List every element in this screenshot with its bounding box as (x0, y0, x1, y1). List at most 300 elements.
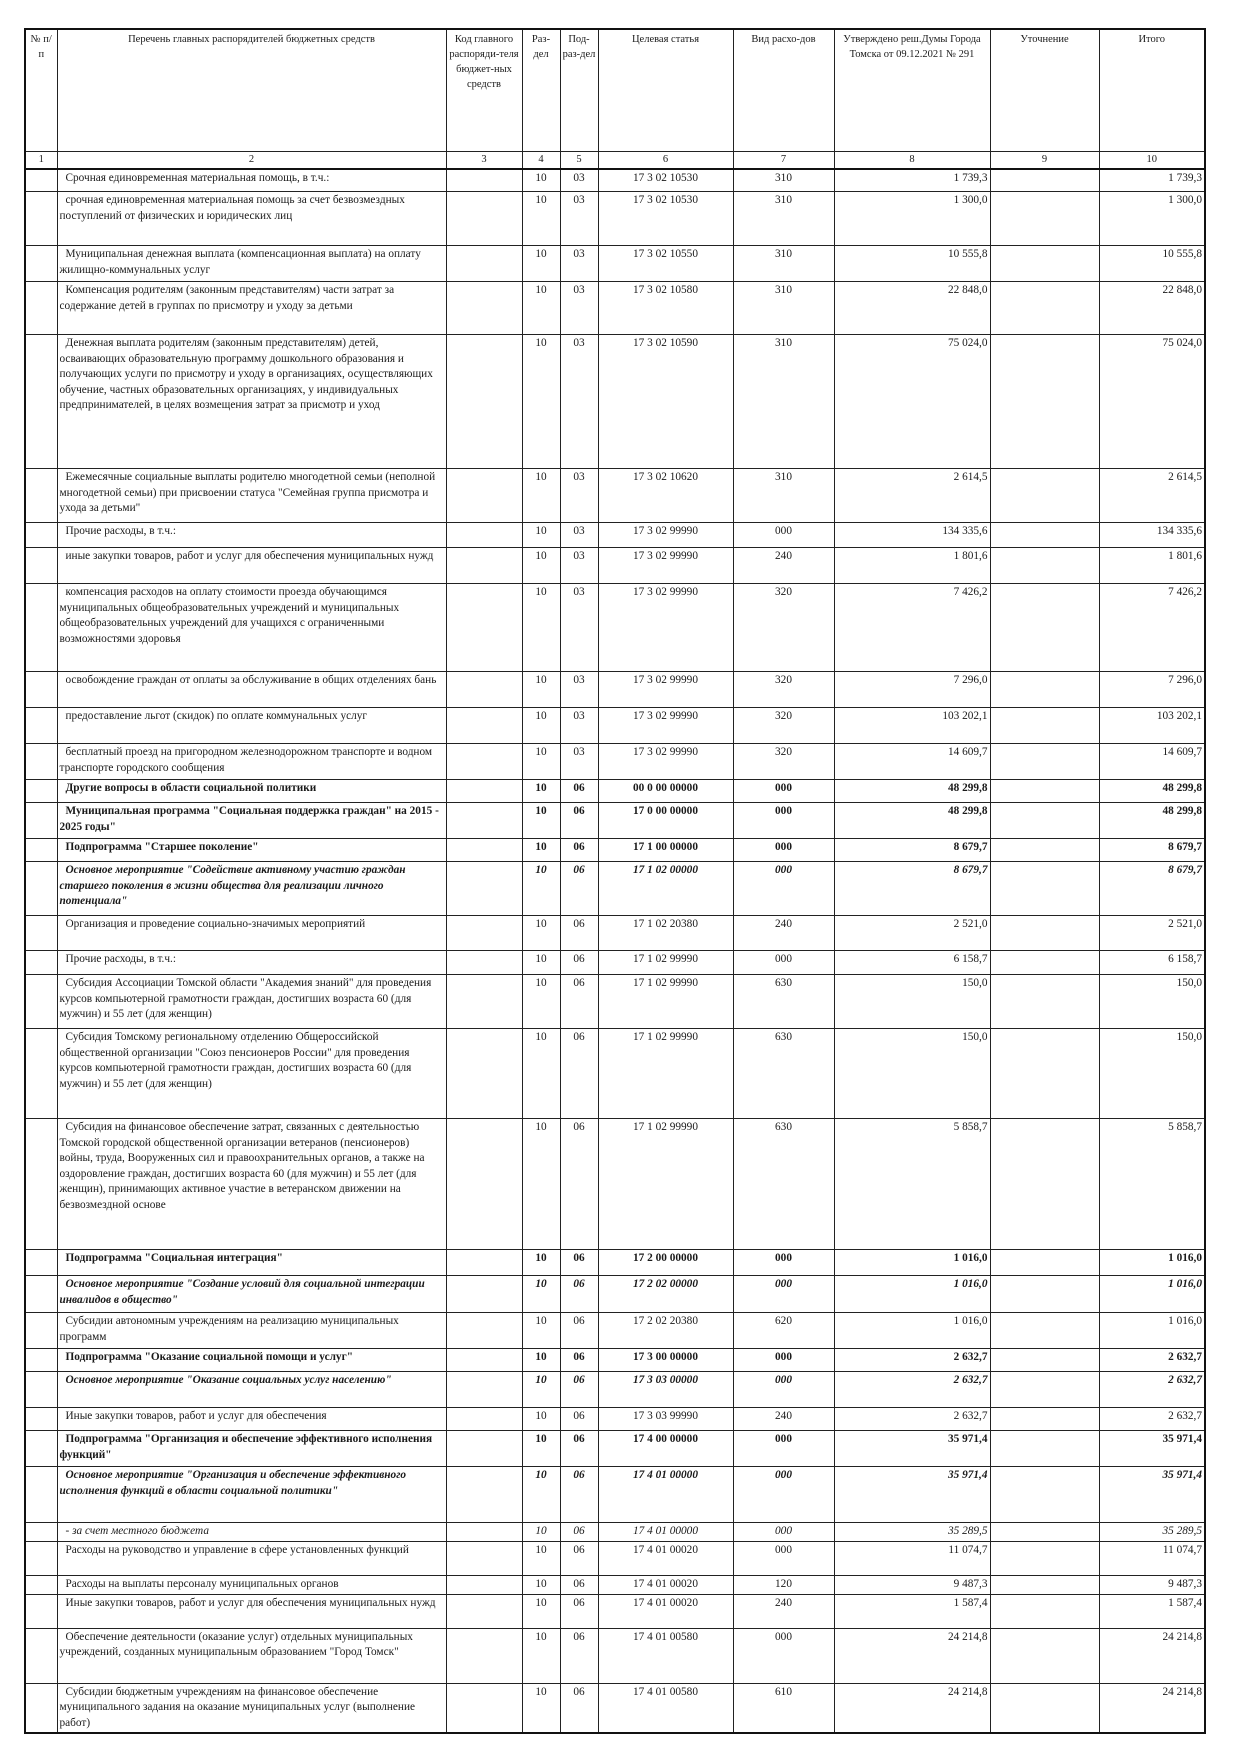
cell-total: 24 214,8 (1099, 1628, 1205, 1683)
cell-vid: 310 (733, 192, 834, 246)
cell-approved: 35 289,5 (834, 1523, 990, 1542)
cell-vid: 000 (733, 951, 834, 975)
cell-code (446, 246, 522, 282)
cell-razdel: 10 (522, 584, 560, 672)
cell-podrazdel: 06 (560, 1683, 598, 1733)
cell-name: освобождение граждан от оплаты за обслуживание в общих отделениях бань (57, 672, 446, 708)
cell-name: бесплатный проезд на пригородном железнодорожном транспорте и водном транспорте городского сообщения (57, 744, 446, 780)
cell-podrazdel: 06 (560, 803, 598, 839)
cell-approved: 2 632,7 (834, 1372, 990, 1408)
cell-clarification (990, 1119, 1099, 1250)
cell-clarification (990, 744, 1099, 780)
column-number: 8 (834, 151, 990, 169)
cell-target: 17 3 03 99990 (598, 1408, 733, 1431)
cell-podrazdel: 06 (560, 1523, 598, 1542)
cell-podrazdel: 06 (560, 1119, 598, 1250)
cell-name: Субсидия Ассоциации Томской области "Академия знаний" для проведения курсов компьютерной грамотности граждан, достигших возраста 60 (для мужчин) и 55 лет (для женщин) (57, 975, 446, 1029)
cell-total: 35 289,5 (1099, 1523, 1205, 1542)
table-row (25, 1523, 1205, 1542)
cell-name: срочная единовременная материальная помощь за счет безвозмездных поступлений от физических и юридических лиц (57, 192, 446, 246)
cell-total: 1 739,3 (1099, 169, 1205, 192)
cell-approved: 7 296,0 (834, 672, 990, 708)
cell-code (446, 708, 522, 744)
cell-clarification (990, 708, 1099, 744)
cell-name: Муниципальная программа "Социальная поддержка граждан" на 2015 - 2025 годы" (57, 803, 446, 839)
cell-num (25, 1467, 57, 1523)
cell-vid: 000 (733, 1349, 834, 1372)
cell-num (25, 548, 57, 584)
cell-razdel: 10 (522, 282, 560, 335)
cell-razdel: 10 (522, 803, 560, 839)
table-row (25, 192, 1205, 246)
cell-num (25, 744, 57, 780)
cell-approved: 9 487,3 (834, 1576, 990, 1595)
cell-name: Расходы на выплаты персоналу муниципальных органов (57, 1576, 446, 1595)
cell-num (25, 584, 57, 672)
table-row (25, 672, 1205, 708)
cell-name: Срочная единовременная материальная помощь, в т.ч.: (57, 169, 446, 192)
cell-vid: 320 (733, 744, 834, 780)
cell-approved: 22 848,0 (834, 282, 990, 335)
cell-clarification (990, 584, 1099, 672)
cell-code (446, 1576, 522, 1595)
cell-razdel: 10 (522, 335, 560, 469)
header-name: Перечень главных распорядителей бюджетных средств (57, 29, 446, 151)
header-code: Код главного распоряди-теля бюджет-ных средств (446, 29, 522, 151)
cell-vid: 310 (733, 335, 834, 469)
cell-podrazdel: 06 (560, 1431, 598, 1467)
cell-target: 17 1 02 99990 (598, 975, 733, 1029)
cell-approved: 1 016,0 (834, 1276, 990, 1313)
cell-code (446, 548, 522, 584)
header-number: № п/п (25, 29, 57, 151)
column-number: 4 (522, 151, 560, 169)
cell-podrazdel: 06 (560, 1276, 598, 1313)
cell-target: 17 3 02 99990 (598, 672, 733, 708)
cell-vid: 320 (733, 584, 834, 672)
column-number: 5 (560, 151, 598, 169)
cell-num (25, 1119, 57, 1250)
cell-name: Прочие расходы, в т.ч.: (57, 951, 446, 975)
cell-name: иные закупки товаров, работ и услуг для обеспечения муниципальных нужд (57, 548, 446, 584)
cell-target: 17 3 02 99990 (598, 744, 733, 780)
cell-razdel: 10 (522, 708, 560, 744)
cell-clarification (990, 1467, 1099, 1523)
cell-vid: 000 (733, 803, 834, 839)
cell-podrazdel: 03 (560, 469, 598, 523)
cell-vid: 120 (733, 1576, 834, 1595)
cell-podrazdel: 06 (560, 1372, 598, 1408)
cell-podrazdel: 03 (560, 708, 598, 744)
cell-total: 103 202,1 (1099, 708, 1205, 744)
cell-total: 1 300,0 (1099, 192, 1205, 246)
cell-num (25, 708, 57, 744)
cell-clarification (990, 862, 1099, 916)
table-row (25, 1431, 1205, 1467)
cell-code (446, 951, 522, 975)
cell-num (25, 1523, 57, 1542)
cell-vid: 000 (733, 862, 834, 916)
cell-total: 8 679,7 (1099, 862, 1205, 916)
cell-approved: 24 214,8 (834, 1683, 990, 1733)
cell-podrazdel: 06 (560, 1349, 598, 1372)
cell-code (446, 469, 522, 523)
cell-num (25, 1349, 57, 1372)
cell-code (446, 1683, 522, 1733)
table-row (25, 1408, 1205, 1431)
header-vid: Вид расхо-дов (733, 29, 834, 151)
cell-num (25, 169, 57, 192)
cell-code (446, 803, 522, 839)
cell-num (25, 1594, 57, 1628)
cell-vid: 310 (733, 282, 834, 335)
cell-name: Основное мероприятие "Оказание социальных услуг населению" (57, 1372, 446, 1408)
cell-clarification (990, 246, 1099, 282)
cell-vid: 320 (733, 672, 834, 708)
cell-num (25, 916, 57, 951)
cell-code (446, 1313, 522, 1349)
cell-num (25, 803, 57, 839)
cell-target: 17 1 02 00000 (598, 862, 733, 916)
cell-razdel: 10 (522, 1467, 560, 1523)
cell-name: компенсация расходов на оплату стоимости проезда обучающимся муниципальных общеобразовательных учреждений и муниципальных общеобразовательных учреждений для учащихся с ограниченными возможностями здоровья (57, 584, 446, 672)
table-row (25, 469, 1205, 523)
cell-code (446, 975, 522, 1029)
cell-total: 5 858,7 (1099, 1119, 1205, 1250)
cell-target: 00 0 00 00000 (598, 780, 733, 803)
cell-total: 2 521,0 (1099, 916, 1205, 951)
table-body (25, 169, 1205, 1734)
cell-clarification (990, 192, 1099, 246)
cell-target: 17 4 01 00020 (598, 1542, 733, 1576)
cell-razdel: 10 (522, 1372, 560, 1408)
cell-name: Денежная выплата родителям (законным представителям) детей, осваивающих образовательную программу дошкольного образования и получающих услуги по присмотру и уходу в организациях, осуществляющих обучение, частных образовательных организациях, у индивидуальных предпринимателей, в целях возмещения затрат за присмотр и уход (57, 335, 446, 469)
cell-vid: 630 (733, 1029, 834, 1119)
cell-clarification (990, 839, 1099, 862)
budget-table (24, 28, 1206, 1734)
cell-razdel: 10 (522, 1594, 560, 1628)
table-row (25, 916, 1205, 951)
column-number: 10 (1099, 151, 1205, 169)
cell-code (446, 523, 522, 548)
cell-razdel: 10 (522, 1576, 560, 1595)
cell-vid: 000 (733, 1542, 834, 1576)
cell-clarification (990, 1250, 1099, 1276)
cell-podrazdel: 06 (560, 1250, 598, 1276)
table-row (25, 1542, 1205, 1576)
cell-target: 17 2 02 20380 (598, 1313, 733, 1349)
cell-approved: 1 300,0 (834, 192, 990, 246)
cell-vid: 000 (733, 1628, 834, 1683)
cell-vid: 000 (733, 1431, 834, 1467)
cell-clarification (990, 951, 1099, 975)
cell-razdel: 10 (522, 548, 560, 584)
cell-clarification (990, 335, 1099, 469)
column-number: 2 (57, 151, 446, 169)
column-number-row (25, 151, 1205, 169)
cell-approved: 24 214,8 (834, 1628, 990, 1683)
cell-target: 17 3 02 10550 (598, 246, 733, 282)
cell-podrazdel: 03 (560, 282, 598, 335)
cell-vid: 000 (733, 523, 834, 548)
cell-num (25, 1431, 57, 1467)
cell-name: Основное мероприятие "Организация и обеспечение эффективного исполнения функций в области социальной политики" (57, 1467, 446, 1523)
cell-num (25, 1029, 57, 1119)
cell-name: Иные закупки товаров, работ и услуг для обеспечения муниципальных нужд (57, 1594, 446, 1628)
cell-approved: 10 555,8 (834, 246, 990, 282)
cell-approved: 8 679,7 (834, 839, 990, 862)
cell-num (25, 1313, 57, 1349)
cell-name: Субсидии бюджетным учреждениям на финансовое обеспечение муниципального задания на оказание муниципальных услуг (выполнение работ) (57, 1683, 446, 1733)
cell-podrazdel: 06 (560, 1408, 598, 1431)
column-number: 3 (446, 151, 522, 169)
cell-code (446, 1431, 522, 1467)
cell-total: 2 614,5 (1099, 469, 1205, 523)
cell-total: 11 074,7 (1099, 1542, 1205, 1576)
cell-name: Подпрограмма "Организация и обеспечение эффективного исполнения функций" (57, 1431, 446, 1467)
cell-approved: 1 739,3 (834, 169, 990, 192)
cell-total: 10 555,8 (1099, 246, 1205, 282)
cell-name: Субсидии автономным учреждениям на реализацию муниципальных программ (57, 1313, 446, 1349)
cell-total: 1 016,0 (1099, 1276, 1205, 1313)
cell-vid: 320 (733, 708, 834, 744)
cell-target: 17 3 02 10530 (598, 192, 733, 246)
table-row (25, 282, 1205, 335)
cell-approved: 150,0 (834, 1029, 990, 1119)
cell-vid: 000 (733, 1250, 834, 1276)
table-row (25, 1594, 1205, 1628)
cell-code (446, 1594, 522, 1628)
table-row (25, 584, 1205, 672)
cell-name: Расходы на руководство и управление в сфере установленных функций (57, 1542, 446, 1576)
cell-approved: 14 609,7 (834, 744, 990, 780)
cell-approved: 48 299,8 (834, 780, 990, 803)
cell-approved: 2 632,7 (834, 1349, 990, 1372)
cell-name: Основное мероприятие "Содействие активному участию граждан старшего поколения в жизни общества для реализации личного потенциала" (57, 862, 446, 916)
cell-total: 150,0 (1099, 975, 1205, 1029)
table-row (25, 744, 1205, 780)
cell-name: Обеспечение деятельности (оказание услуг) отдельных муниципальных учреждений, созданных муниципальным образованием "Город Томск" (57, 1628, 446, 1683)
cell-num (25, 862, 57, 916)
cell-razdel: 10 (522, 1250, 560, 1276)
cell-num (25, 192, 57, 246)
cell-approved: 35 971,4 (834, 1467, 990, 1523)
cell-clarification (990, 282, 1099, 335)
cell-approved: 1 016,0 (834, 1313, 990, 1349)
table-row (25, 1576, 1205, 1595)
cell-code (446, 839, 522, 862)
cell-code (446, 780, 522, 803)
cell-num (25, 672, 57, 708)
cell-razdel: 10 (522, 523, 560, 548)
cell-total: 48 299,8 (1099, 803, 1205, 839)
cell-num (25, 469, 57, 523)
cell-razdel: 10 (522, 246, 560, 282)
cell-vid: 000 (733, 1523, 834, 1542)
cell-podrazdel: 06 (560, 951, 598, 975)
cell-total: 24 214,8 (1099, 1683, 1205, 1733)
cell-target: 17 4 00 00000 (598, 1431, 733, 1467)
cell-num (25, 246, 57, 282)
cell-podrazdel: 06 (560, 916, 598, 951)
cell-vid: 240 (733, 916, 834, 951)
header-target: Целевая статья (598, 29, 733, 151)
cell-name: Основное мероприятие "Создание условий для социальной интеграции инвалидов в общество" (57, 1276, 446, 1313)
cell-razdel: 10 (522, 169, 560, 192)
cell-clarification (990, 803, 1099, 839)
table-row (25, 975, 1205, 1029)
cell-clarification (990, 523, 1099, 548)
cell-code (446, 335, 522, 469)
cell-vid: 240 (733, 1408, 834, 1431)
cell-clarification (990, 1576, 1099, 1595)
cell-podrazdel: 06 (560, 780, 598, 803)
cell-name: Подпрограмма "Оказание социальной помощи и услуг" (57, 1349, 446, 1372)
cell-clarification (990, 975, 1099, 1029)
cell-approved: 150,0 (834, 975, 990, 1029)
cell-code (446, 744, 522, 780)
cell-total: 48 299,8 (1099, 780, 1205, 803)
table-row (25, 1250, 1205, 1276)
cell-approved: 2 614,5 (834, 469, 990, 523)
cell-target: 17 4 01 00000 (598, 1523, 733, 1542)
cell-total: 134 335,6 (1099, 523, 1205, 548)
cell-razdel: 10 (522, 1276, 560, 1313)
cell-clarification (990, 1349, 1099, 1372)
cell-target: 17 3 00 00000 (598, 1349, 733, 1372)
cell-vid: 000 (733, 1372, 834, 1408)
table-row (25, 1628, 1205, 1683)
table-row (25, 1349, 1205, 1372)
cell-num (25, 1542, 57, 1576)
cell-approved: 1 801,6 (834, 548, 990, 584)
cell-num (25, 780, 57, 803)
cell-approved: 7 426,2 (834, 584, 990, 672)
cell-razdel: 10 (522, 672, 560, 708)
table-row (25, 335, 1205, 469)
cell-target: 17 3 02 10590 (598, 335, 733, 469)
cell-name: - за счет местного бюджета (57, 1523, 446, 1542)
cell-code (446, 1276, 522, 1313)
table-row (25, 1683, 1205, 1733)
cell-vid: 310 (733, 246, 834, 282)
cell-podrazdel: 03 (560, 246, 598, 282)
cell-clarification (990, 1408, 1099, 1431)
cell-total: 7 296,0 (1099, 672, 1205, 708)
cell-target: 17 1 02 20380 (598, 916, 733, 951)
cell-num (25, 282, 57, 335)
cell-podrazdel: 06 (560, 1594, 598, 1628)
table-row (25, 1467, 1205, 1523)
cell-code (446, 1467, 522, 1523)
cell-clarification (990, 1372, 1099, 1408)
cell-vid: 000 (733, 1276, 834, 1313)
column-number: 1 (25, 151, 57, 169)
cell-approved: 134 335,6 (834, 523, 990, 548)
cell-total: 1 016,0 (1099, 1313, 1205, 1349)
cell-vid: 240 (733, 1594, 834, 1628)
cell-podrazdel: 03 (560, 169, 598, 192)
cell-name: Организация и проведение социально-значимых мероприятий (57, 916, 446, 951)
header-total: Итого (1099, 29, 1205, 151)
cell-podrazdel: 06 (560, 1467, 598, 1523)
cell-clarification (990, 1276, 1099, 1313)
cell-podrazdel: 06 (560, 839, 598, 862)
cell-vid: 000 (733, 839, 834, 862)
table-row (25, 708, 1205, 744)
cell-code (446, 916, 522, 951)
cell-num (25, 1576, 57, 1595)
cell-podrazdel: 06 (560, 1313, 598, 1349)
cell-total: 7 426,2 (1099, 584, 1205, 672)
cell-approved: 103 202,1 (834, 708, 990, 744)
cell-code (446, 1372, 522, 1408)
cell-target: 17 4 01 00580 (598, 1683, 733, 1733)
cell-num (25, 1250, 57, 1276)
cell-total: 2 632,7 (1099, 1408, 1205, 1431)
cell-target: 17 3 02 10580 (598, 282, 733, 335)
cell-num (25, 951, 57, 975)
cell-num (25, 975, 57, 1029)
cell-name: Ежемесячные социальные выплаты родителю многодетной семьи (неполной многодетной семьи) при присвоении статуса "Семейная группа присмотра и ухода за детьми" (57, 469, 446, 523)
cell-code (446, 1542, 522, 1576)
table-row (25, 803, 1205, 839)
table-row (25, 523, 1205, 548)
cell-clarification (990, 1542, 1099, 1576)
cell-target: 17 3 02 10530 (598, 169, 733, 192)
cell-clarification (990, 1628, 1099, 1683)
cell-total: 35 971,4 (1099, 1431, 1205, 1467)
cell-razdel: 10 (522, 1683, 560, 1733)
cell-approved: 5 858,7 (834, 1119, 990, 1250)
table-row (25, 169, 1205, 192)
cell-total: 22 848,0 (1099, 282, 1205, 335)
cell-total: 35 971,4 (1099, 1467, 1205, 1523)
table-row (25, 780, 1205, 803)
table-row (25, 1276, 1205, 1313)
cell-code (446, 862, 522, 916)
cell-vid: 000 (733, 1467, 834, 1523)
cell-vid: 240 (733, 548, 834, 584)
cell-podrazdel: 03 (560, 548, 598, 584)
cell-num (25, 1372, 57, 1408)
cell-target: 17 2 00 00000 (598, 1250, 733, 1276)
cell-razdel: 10 (522, 192, 560, 246)
cell-target: 17 1 00 00000 (598, 839, 733, 862)
cell-clarification (990, 1523, 1099, 1542)
cell-razdel: 10 (522, 1523, 560, 1542)
cell-razdel: 10 (522, 1408, 560, 1431)
table-row (25, 1313, 1205, 1349)
table-row (25, 1372, 1205, 1408)
table-row (25, 951, 1205, 975)
cell-num (25, 1276, 57, 1313)
cell-total: 1 587,4 (1099, 1594, 1205, 1628)
cell-target: 17 3 03 00000 (598, 1372, 733, 1408)
cell-podrazdel: 03 (560, 584, 598, 672)
header-podrazdel: Под-раз-дел (560, 29, 598, 151)
cell-target: 17 4 01 00580 (598, 1628, 733, 1683)
cell-podrazdel: 03 (560, 744, 598, 780)
cell-clarification (990, 548, 1099, 584)
cell-code (446, 1523, 522, 1542)
cell-total: 9 487,3 (1099, 1576, 1205, 1595)
cell-vid: 630 (733, 1119, 834, 1250)
cell-podrazdel: 03 (560, 672, 598, 708)
cell-num (25, 523, 57, 548)
header-approved: Утверждено реш.Думы Города Томска от 09.12.2021 № 291 (834, 29, 990, 151)
cell-razdel: 10 (522, 780, 560, 803)
